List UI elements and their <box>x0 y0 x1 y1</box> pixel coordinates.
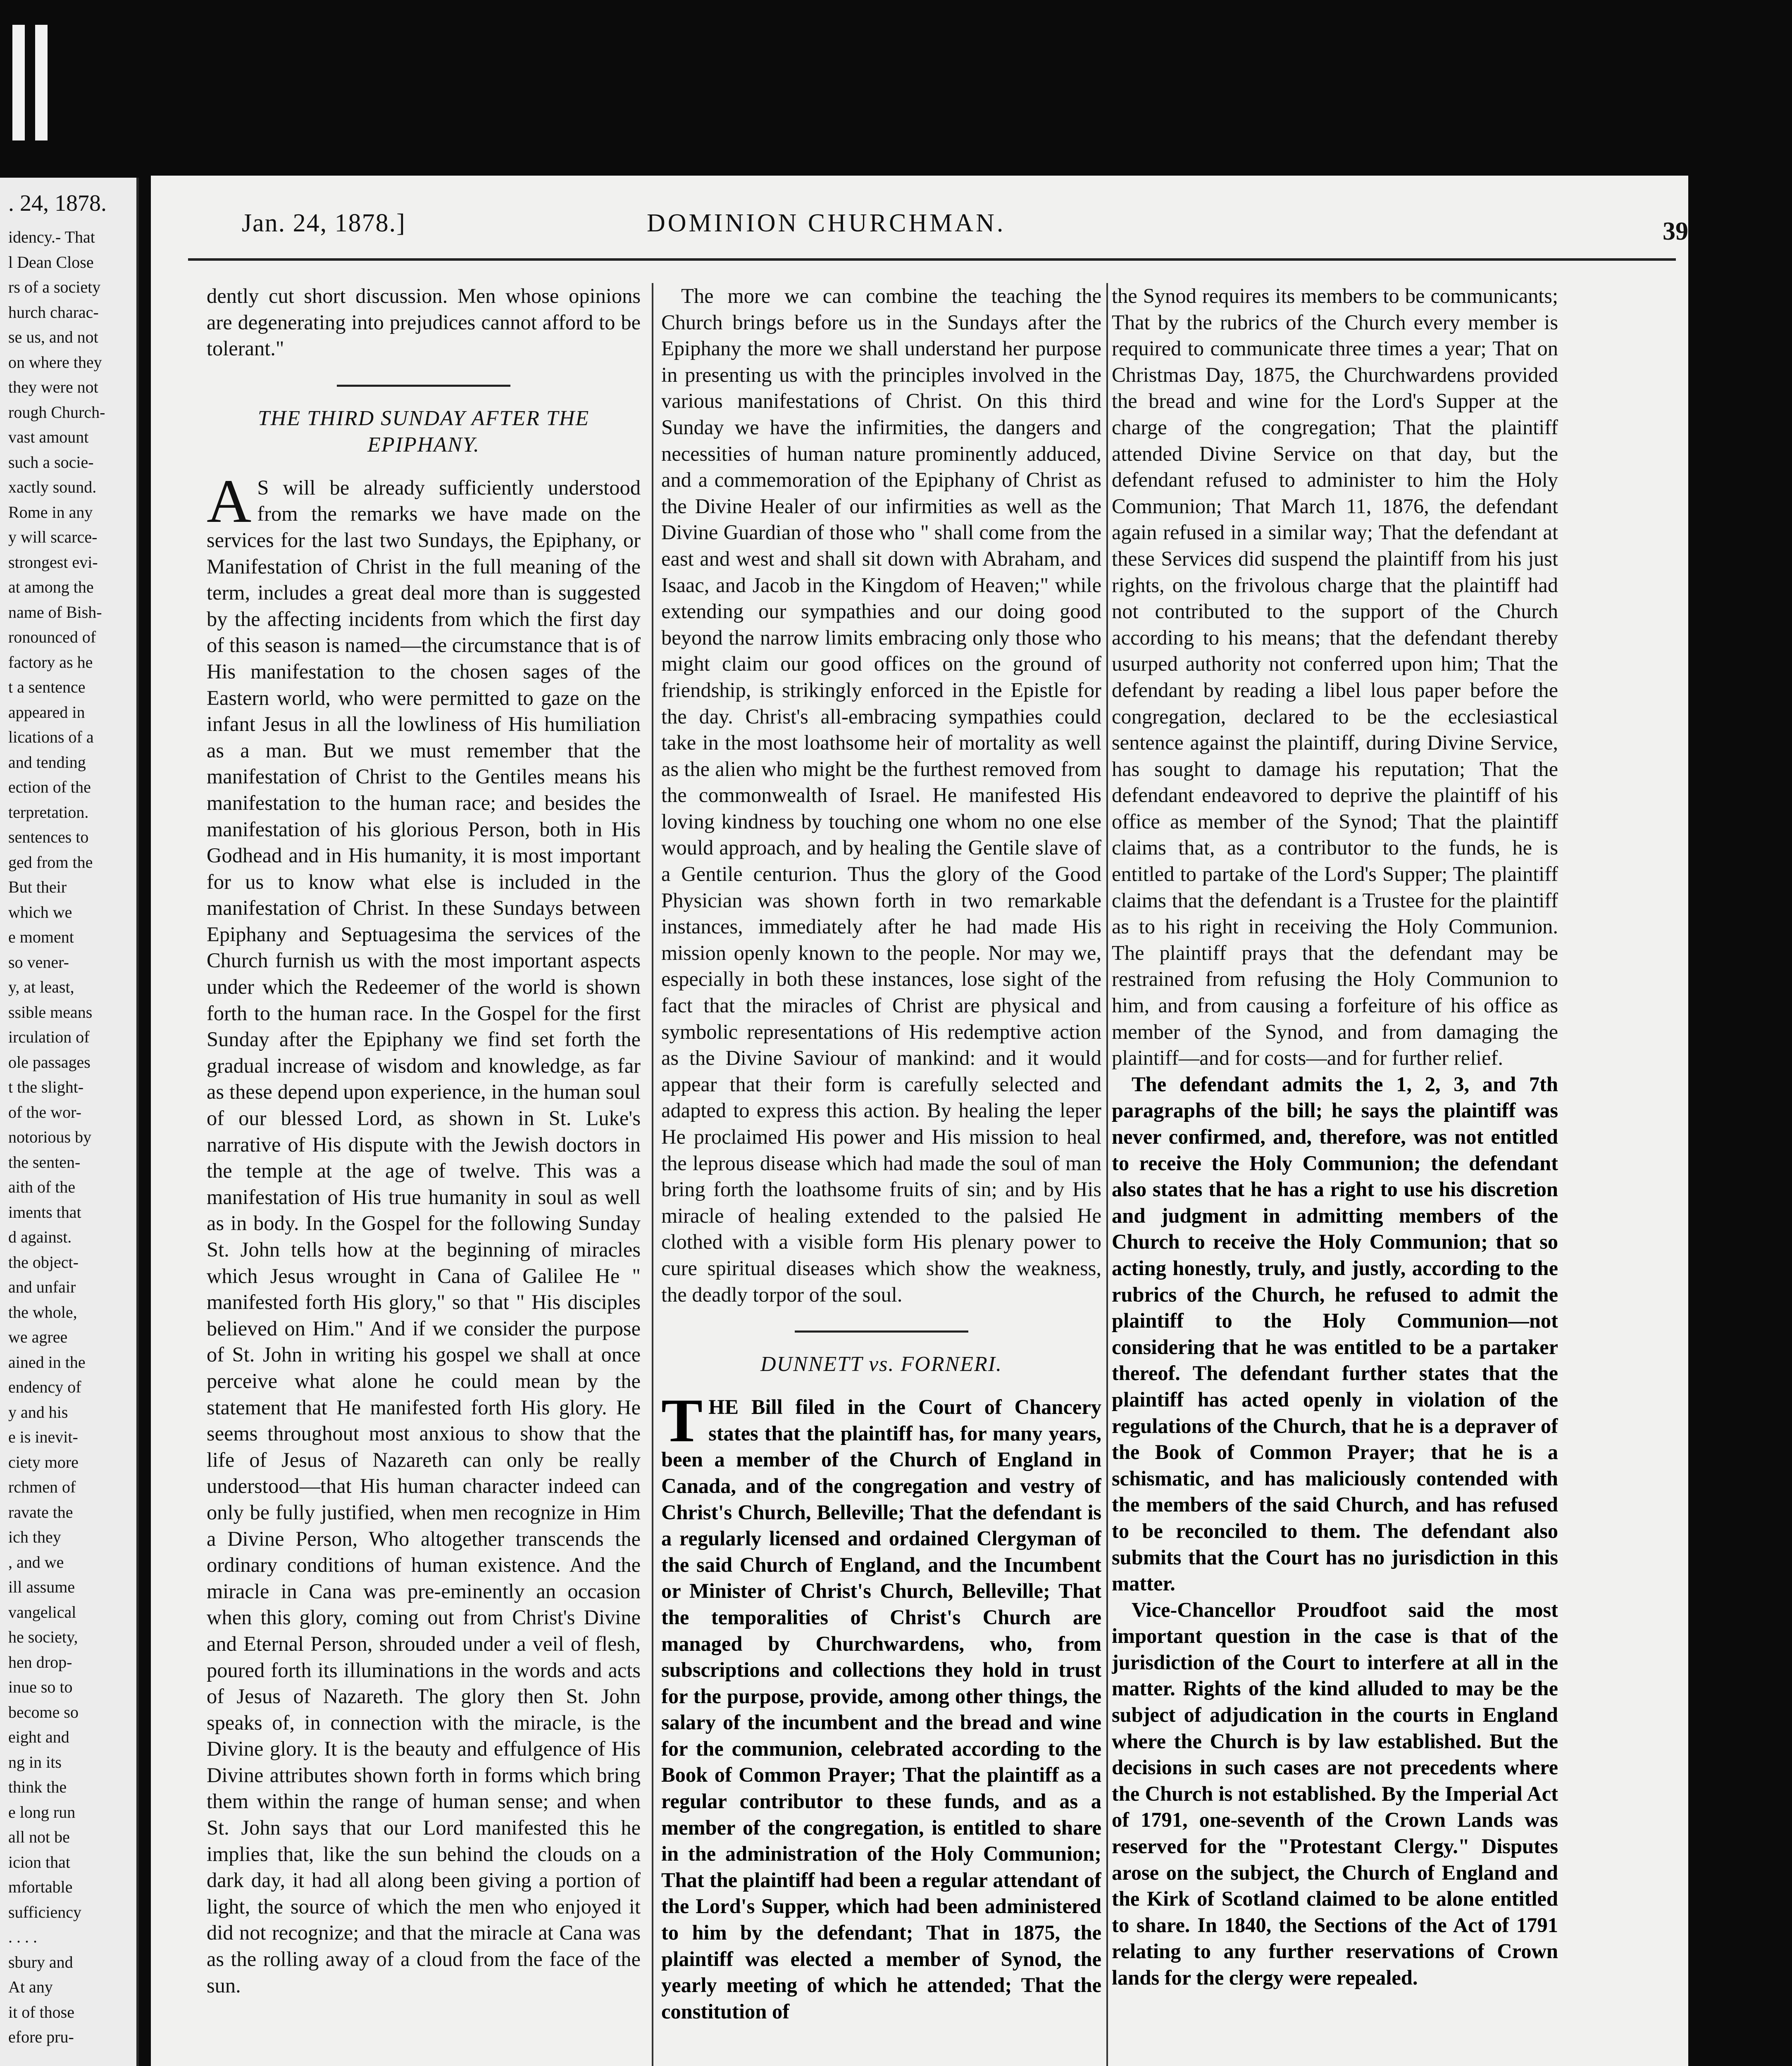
left-page-line: sufficiency <box>8 1902 81 1921</box>
film-edge-mark <box>35 25 48 140</box>
left-page-line: notorious by <box>8 1128 92 1146</box>
left-page-line: ravate the <box>8 1502 73 1521</box>
left-page-line: endency of <box>8 1378 81 1396</box>
left-page-line: y will scarce- <box>8 528 98 546</box>
left-page-line: on where they <box>8 352 102 371</box>
left-page-line: ged from the <box>8 852 93 871</box>
column-1 <box>207 283 641 2066</box>
left-page-line: ill assume <box>8 1578 75 1596</box>
left-page-line: e long run <box>8 1802 76 1821</box>
drop-cap: T <box>661 1386 703 1455</box>
left-page-line: y, at least, <box>8 978 74 996</box>
article-heading: DUNNETT vs. FORNERI. <box>760 1352 1003 1376</box>
left-page-line: ng in its <box>8 1752 62 1771</box>
section-rule <box>337 385 510 387</box>
left-page-line: aith of the <box>8 1178 76 1196</box>
left-page-line: of the wor- <box>8 1102 81 1121</box>
left-page-line: lications of a <box>8 728 94 746</box>
left-facing-page <box>0 178 139 2066</box>
left-page-line: ciety more <box>8 1452 79 1471</box>
left-page-line: mfortable <box>8 1878 73 1896</box>
left-page-line: terpretation. <box>8 802 89 821</box>
left-page-line: become so <box>8 1702 79 1721</box>
article-paragraph: the Synod requires its members to be communicants; That by the rubrics of the Church every member is required to communicate three times a year; That on Christmas Day, 1875, the Churchwardens provided the bread and wine for the Lord's Supper at the charge of the congregation; That the plaintiff attended Divine Service on that day, but the defendant refused to administer to him the Holy Communion; That March 11, 1876, the defendant again refused in a similar way; That the defendant at these Services did suspend the plaintiff from his just rights, on the frivolous charge that the plaintiff had not contributed to the support of the Church according to his means; that the defendant thereby usurped authority not conferred upon him; That the defendant by reading a libel lous paper before the congregation, declared to be the ecclesiastical sentence against the plaintiff, during Divine Service, has sought to damage his reputation; That the defendant endeavored to deprive the plaintiff of his office as member of the Synod; That the plaintiff claims that, as a contributor to the funds, he is entitled to partake of the Lord's Supper; The plaintiff claims that the defendant is a Trustee for the plaintiff as to his right in receiving the Holy Communion. The plaintiff prays that the defendant may be restrained from refusing the Holy Communion to him, and from causing a forfeiture of his office as member of the Synod, and from damaging the plaintiff—and for costs—and for further relief. <box>1112 284 1558 1070</box>
header-rule <box>188 258 1676 261</box>
left-page-line: ronounced of <box>8 628 96 646</box>
left-page-line: But their <box>8 878 67 896</box>
left-page-line: At any <box>8 1978 53 1996</box>
left-page-line: which we <box>8 902 72 921</box>
column-rule <box>1106 283 1108 2066</box>
left-page-line: the senten- <box>8 1152 81 1171</box>
newspaper-page <box>151 176 1688 2066</box>
left-page-line: think the <box>8 1778 67 1796</box>
left-page-line: hurch charac- <box>8 302 99 321</box>
left-page-line: they were not <box>8 378 98 396</box>
left-page-line: eight and <box>8 1728 69 1746</box>
left-page-line: t the slight- <box>8 1078 84 1096</box>
drop-cap: A <box>207 467 252 536</box>
left-page-line: appeared in <box>8 702 85 721</box>
left-page-line: e moment <box>8 928 74 946</box>
left-page-line: l Dean Close <box>8 252 94 271</box>
page-number: 39 <box>1663 217 1688 245</box>
left-page-line: efore pru- <box>8 2028 74 2046</box>
left-page-line: y and his <box>8 1402 68 1421</box>
left-page-line: se us, and not <box>8 328 98 346</box>
left-page-line: and tending <box>8 752 86 771</box>
left-page-line: t a sentence <box>8 678 86 696</box>
left-page-line: irculation of <box>8 1028 90 1046</box>
left-page-line: such a socie- <box>8 452 94 471</box>
left-page-line: iments that <box>8 1202 81 1221</box>
left-page-line: ection of the <box>8 778 91 796</box>
publication-title: DOMINION CHURCHMAN. <box>647 209 1006 237</box>
column-3 <box>1112 283 1558 2066</box>
article-paragraph: The defendant admits the 1, 2, 3, and 7th paragraphs of the bill; he says the plaintiff was never confirmed, and, therefore, was not entitled to receive the Holy Communion; the defendant also states that he has a right to use his discretion and judgment in admitting members of the Church to receive the Holy Communion; that so acting honestly, truly, and justly, according to the rubrics of the Church, he refused to admit the plaintiff to the Holy Communion—not considering that he was entitled to be a partaker thereof. The defendant further states that the plaintiff has acted openly in violation of the regulations of the Church, that he is a depraver of the Book of Common Prayer; that he is a schismatic, and has maliciously contended with the members of the said Church, and has refused to be reconciled to them. The defendant also submits that the Court has no jurisdiction in this matter. <box>1112 1072 1558 1595</box>
section-rule <box>795 1331 968 1333</box>
left-page-line: d against. <box>8 1228 72 1246</box>
left-page-line: rs of a society <box>8 278 101 296</box>
article-continuation: dently cut short discussion. Men whose opinions are degenerating into prejudices cannot afford to be tolerant." <box>207 284 641 360</box>
left-page-line: icion that <box>8 1852 70 1871</box>
article-paragraph: The more we can combine the teaching the Church brings before us in the Sundays after the Epiphany the more we shall understand her purpose in presenting us with the principles involved in the various manifestations of Christ. On this third Sunday we have the infirmities, the dangers and necessities of human nature prominently adduced, and a commemoration of the Epiphany of Christ as the Divine Healer of our infirmities as well as the Divine Guardian of those who " shall come from the east and west and shall sit down with Abraham, and Isaac, and Jacob in the Kingdom of Heaven;" while extending our sympathies and our doing good beyond the narrow limits embracing only those who might claim our good offices on the ground of friendship, is strikingly enforced in the Epistle for the day. Christ's all-embracing sympathies could take in the most loathsome heir of mortality as well as the alien who might be the furthest removed from the commonwealth of Israel. He manifested His loving kindness by touching one whom no one else would approach, and by healing the Gentile slave of a Gentile centurion. Thus the glory of the Good Physician was shown forth in two remarkable instances, immediately after he had made His mission openly known to the people. Nor may we, especially in both these instances, lose sight of the fact that the miracles of Christ are physical and symbolic representations of His redemptive action as the Divine Saviour of mankind: and it would appear that their form is carefully selected and adapted to express this action. By healing the leper He proclaimed His power and His mission to heal the leprous disease which had made the soul of man bring forth the loathsome fruits of sin; and by His miracle of healing extended to the palsied He clothed with a visible form His plenary power to cure spiritual diseases which show the weakness, the deadly torpor of the soul. <box>661 284 1101 1306</box>
left-page-line: strongest evi- <box>8 552 98 571</box>
left-page-line: and unfair <box>8 1278 76 1296</box>
film-edge-mark <box>12 25 25 140</box>
paragraph-text: HE Bill filed in the Court of Chancery states that the plaintiff has, for many years, been a member of the Church of England in Canada, and of the congregation and vestry of Christ's Church, Belleville; That the defendant is a regularly licensed and ordained Clergyman of the said Church of England, and the Incumbent or Minister of Christ's Church, Belleville; That the temporalities of Christ's Church are managed by Churchwardens, who, from subscriptions and collections they hold in trust for the purpose, provide, among other things, the salary of the incumbent and the bread and wine for the communion, celebrated according to the Book of Common Prayer; That the plaintiff as a regular contributor to these funds, and as a member of the congregation, is entitled to share in the administration of the Holy Communion; That the plaintiff had been a regular attendant of the Lord's Supper, which had been administered to him by the defendant; That in 1875, the plaintiff was elected a member of Synod, the yearly meeting of which he attended; That the constitution of <box>661 1395 1101 2023</box>
left-page-line: all not be <box>8 1828 70 1846</box>
left-page-line: , and we <box>8 1552 64 1571</box>
left-page-line: at among the <box>8 578 94 596</box>
left-page-line: hen drop- <box>8 1652 72 1671</box>
left-page-line: the object- <box>8 1252 79 1271</box>
left-page-line: factory as he <box>8 652 93 671</box>
issue-date: Jan. 24, 1878.] <box>242 209 406 237</box>
left-page-line: sentences to <box>8 828 89 846</box>
article-paragraph <box>207 467 641 1999</box>
left-page-line: name of Bish- <box>8 602 102 621</box>
paragraph-text: S will be already sufficiently understood from the remarks we have made on the services for the last two Sundays, the Epiphany, or Manifestation of Christ in the full meaning of the term, includes a great deal more than is suggested by the affecting incidents from which the first day of this season is named—the circumstance that is of His manifestation to the chosen sages of the Eastern world, who were permitted to gaze on the infant Jesus in all the lowliness of His humiliation as a man. But we must remember that the manifestation of Christ to the Gentiles means his manifestation to the human race; and besides the manifestation of his glorious Person, both in His Godhead and in His humanity, it is most important for us to know what else is included in the manifestation of Christ. In these Sundays between Epiphany and Septuagesima the services of the Church furnish us with the most important aspects under which the Redeemer of the world is shown forth to the human race. In the Gospel for the first Sunday after the Epiphany we find set forth the gradual increase of wisdom and knowledge, as far as these depend upon experience, in the human soul of our blessed Lord, as shown in St. Luke's narrative of His dispute with the Jewish doctors in the temple at the age of twelve. This was a manifestation of His true humanity in soul as well as in body. In the Gospel for the following Sunday St. John tells how at the beginning of miracles which Jesus wrought in Cana of Galilee He " manifested forth His glory," so that " His disciples believed on Him." And if we consider the purpose of St. John in writing his gospel we shall at once perceive what alone he could mean by the statement that He manifested forth His glory. He seems throughout most anxious to show that the life of Jesus of Nazareth can only be really understood—that His human character indeed can only be fully justified, when men recognize in Him a Divine Person, Who altogether transcends the ordinary conditions of human existence. And the miracle in Cana was pre-eminently an occasion when this glory, coming out from Christ's Divine and Eternal Person, shrouded under a veil of flesh, poured forth its illuminations in the words and acts of Jesus of Nazareth. The glory then St. John speaks of, in connection with the miracle, is the Divine glory. It is the beauty and effulgence of His Divine attributes shown forth in forms which bring them within the range of human sense; and when St. John says that our Lord manifested this he implies that, like the sun behind the clouds on a dark day, it had all along been giving a portion of light, the source of which the men who enjoyed it did not recognize; and that the miracle at Cana was as the rolling away of a cloud from the face of the sun. <box>207 476 641 1997</box>
column-rule <box>652 283 653 2066</box>
article-heading: THE THIRD SUNDAY AFTER THE EPIPHANY. <box>257 406 590 457</box>
left-page-line: . . . . <box>8 1928 37 1946</box>
left-page-line: xactly sound. <box>8 478 97 496</box>
left-page-line: sbury and <box>8 1952 73 1971</box>
left-page-line: it of those <box>8 2002 74 2021</box>
left-page-line: rchmen of <box>8 1478 76 1496</box>
left-page-line: inue so to <box>8 1678 73 1696</box>
left-page-line: idency.- That <box>8 228 95 246</box>
left-page-line: ich they <box>8 1528 61 1546</box>
left-page-line: so vener- <box>8 952 69 971</box>
left-page-line: ssible means <box>8 1002 93 1021</box>
left-page-line: rough Church- <box>8 402 105 421</box>
left-page-line: ole passages <box>8 1052 91 1071</box>
left-page-line: Rome in any <box>8 502 93 521</box>
left-page-line: the whole, <box>8 1302 77 1321</box>
left-page-line: we agree <box>8 1328 68 1346</box>
left-page-text <box>0 225 136 2050</box>
article-paragraph: Vice-Chancellor Proudfoot said the most important question in the case is that of the jurisdiction of the Court to interfere at all in the matter. Rights of the kind alluded to may be the subject of adjudication in the courts in England where the Church is by law established. But the decisions in such cases are not precedents where the Church is not established. By the Imperial Act of 1791, one-seventh of the Crown Lands was reserved for the "Protestant Clergy." Disputes arose on the subject, the Church of England and the Kirk of Scotland claimed to be alone entitled to share. In 1840, the Sections of the Act of 1791 relating to any further reservations of Crown lands for the clergy were repealed. <box>1112 1598 1558 1989</box>
left-page-line: vast amount <box>8 428 89 446</box>
article-paragraph <box>661 1386 1101 2025</box>
left-page-header: . 24, 1878. <box>8 190 107 216</box>
left-page-line: vangelical <box>8 1602 76 1621</box>
left-page-line: ained in the <box>8 1352 86 1371</box>
column-2 <box>661 283 1101 2066</box>
left-page-line: e is inevit- <box>8 1428 78 1446</box>
running-head <box>151 209 1688 246</box>
left-page-line: he society, <box>8 1628 78 1646</box>
